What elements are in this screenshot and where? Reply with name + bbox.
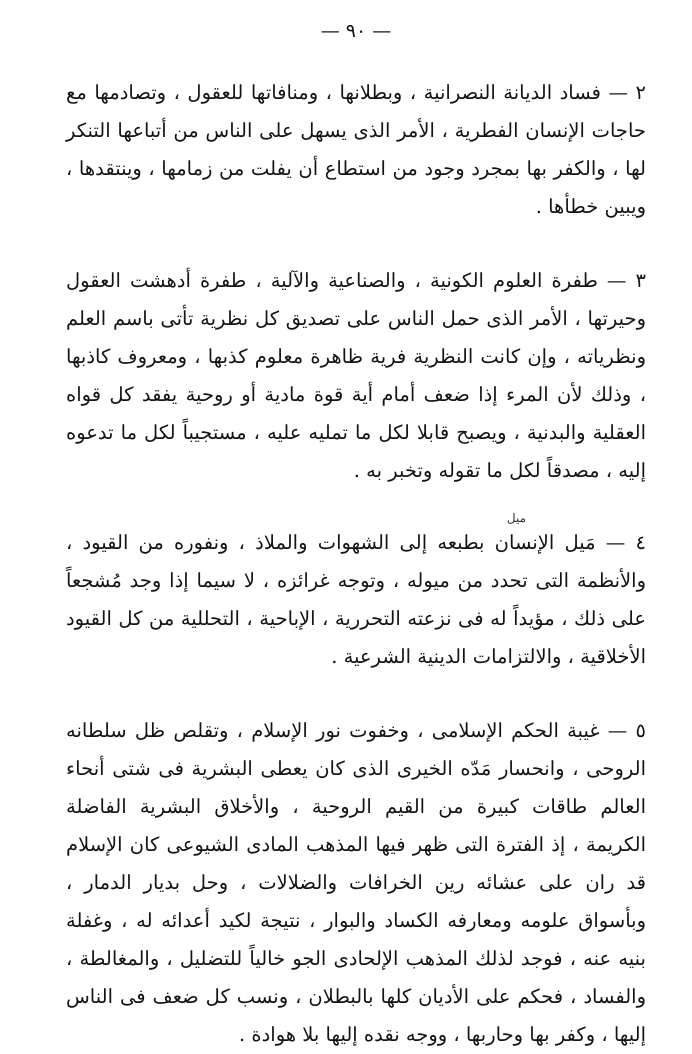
paragraph-point-4: ٤ — مَيل الإنسان بطبعه إلى الشهوات والملاذ ، ونفوره من القيود ، والأنظمة التى تحدد من ميوله ، وتوجه غرائزه ، لا سيما إذا وجد مُشجعاً على ذلك ، مؤيداً له فى نزعته التحررية ، الإباحية ، التحللية من كل القيود الأخلاقية ، والالتزامات الدينية الشرعية . — [66, 531, 646, 668]
page-number: — ٩٠ — — [320, 20, 392, 42]
paragraph-point-2: ٢ — فساد الديانة النصرانية ، وبطلانها ، ومنافاتها للعقول ، وتصادمها مع حاجات الإنسان الفطرية ، الأمر الذى يسهل على الناس من أتباعها التنكر لها ، والكفر بها بمجرد وجود من استطاع أن يفلت من زمامها ، وينتقدها ، ويبين خطأها . — [66, 81, 646, 218]
handwritten-correction: ميل — [506, 511, 526, 525]
paragraph-point-3: ٣ — طفرة العلوم الكونية ، والصناعية والآلية ، طفرة أدهشت العقول وحيرتها ، الأمر الذى حمل الناس على تصديق كل نظرية تأتى باسم العلم ونظرياته ، وإن كانت النظرية فرية ظاهرة معلوم كذبها ، ومعروف كاذبها ، وذلك لأن المرء إذا ضعف أمام أية قوة مادية أو روحية يفقد كل قواه العقلية والبدنية ، ويصبح قابلا لكل ما تمليه عليه ، مستجيباً لكل ما تدعوه إليه ، مصدقاً لكل ما تقوله وتخبر به . — [66, 269, 646, 482]
paragraph-point-5: ٥ — غيبة الحكم الإسلامى ، وخفوت نور الإسلام ، وتقلص ظل سلطانه الروحى ، وانحسار مَدّه الخيرى الذى كان يعطى البشرية فى شتى أنحاء العالم طاقات كبيرة من القيم الروحية ، والأخلاق البشرية الفاضلة الكريمة ، إذ الفترة التى ظهر فيها المذهب المادى الشيوعى كان الإسلام قد ران على عشائه رين الخرافات والضلالات ، وحل بديار الدمار ، وبأسواق علومه ومعارفه الكساد والبوار ، نتيجة لكيد أعدائه له ، وغفلة بنيه عنه ، فوجد لذلك المذهب الإلحادى الجو خالياً للتضليل ، والمغالطة ، والفساد ، فحكم على الأديان كلها بالبطلان ، ونسب كل ضعف فى الناس إليها ، وكفر بها وحاربها ، ووجه نقده إليها بلا هوادة . — [66, 719, 646, 1046]
